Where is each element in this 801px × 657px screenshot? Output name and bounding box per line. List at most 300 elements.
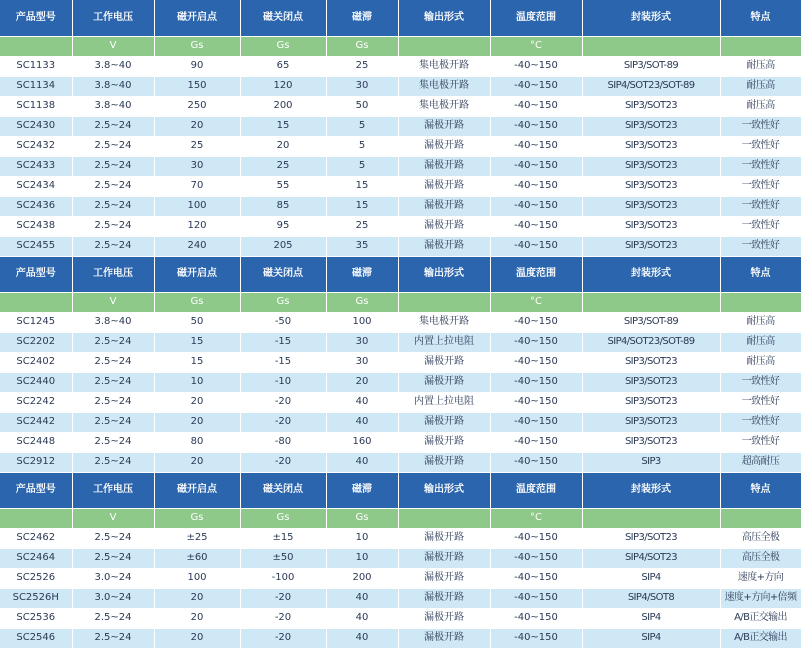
cell-voltage: 2.5~24 [72,452,154,472]
cell-voltage: 2.5~24 [72,528,154,548]
table-row [0,176,801,196]
unit-cell-operate-point: Gs [154,292,240,312]
unit-cell-model [0,508,72,528]
cell-feature: 耐压高 [720,332,801,352]
cell-operate-point: 120 [154,216,240,236]
cell-hysteresis: 15 [326,176,398,196]
unit-cell-package [582,508,720,528]
cell-operate-point: 25 [154,136,240,156]
table-row [0,96,801,116]
table-row [0,412,801,432]
cell-feature: 一致性好 [720,176,801,196]
cell-feature: 耐压高 [720,312,801,332]
cell-operate-point: 15 [154,332,240,352]
cell-temp-range: -40~150 [490,372,582,392]
cell-operate-point: 20 [154,608,240,628]
column-header-voltage: 工作电压 [72,0,154,36]
table-row [0,372,801,392]
cell-feature: 速度+方向 [720,568,801,588]
column-header-voltage: 工作电压 [72,472,154,508]
cell-release-point: -80 [240,432,326,452]
cell-temp-range: -40~150 [490,352,582,372]
cell-voltage: 2.5~24 [72,352,154,372]
cell-hysteresis: 10 [326,528,398,548]
cell-model: SC2242 [0,392,72,412]
cell-temp-range: -40~150 [490,568,582,588]
cell-package: SIP3/SOT23 [582,528,720,548]
cell-hysteresis: 40 [326,412,398,432]
header-row [0,472,801,508]
cell-hysteresis: 30 [326,76,398,96]
cell-feature: 一致性好 [720,136,801,156]
cell-feature: 一致性好 [720,196,801,216]
cell-temp-range: -40~150 [490,332,582,352]
unit-cell-feature [720,508,801,528]
table-row [0,588,801,608]
cell-temp-range: -40~150 [490,312,582,332]
cell-package: SIP4 [582,608,720,628]
cell-hysteresis: 200 [326,568,398,588]
cell-model: SC2455 [0,236,72,256]
column-header-hysteresis: 磁滞 [326,0,398,36]
unit-cell-model [0,292,72,312]
cell-operate-point: 20 [154,392,240,412]
cell-voltage: 2.5~24 [72,608,154,628]
cell-model: SC2440 [0,372,72,392]
cell-output-type: 集电极开路 [398,96,490,116]
cell-hysteresis: 5 [326,156,398,176]
column-header-package: 封装形式 [582,0,720,36]
cell-release-point: -20 [240,608,326,628]
cell-hysteresis: 10 [326,548,398,568]
cell-voltage: 3.0~24 [72,568,154,588]
unit-cell-release-point: Gs [240,292,326,312]
cell-operate-point: 50 [154,312,240,332]
cell-release-point: 200 [240,96,326,116]
unit-cell-hysteresis: Gs [326,508,398,528]
cell-operate-point: 30 [154,156,240,176]
cell-release-point: 120 [240,76,326,96]
cell-release-point: -15 [240,332,326,352]
cell-feature: 一致性好 [720,216,801,236]
column-header-model: 产品型号 [0,472,72,508]
cell-model: SC2526H [0,588,72,608]
cell-package: SIP3/SOT23 [582,236,720,256]
cell-operate-point: 150 [154,76,240,96]
cell-output-type: 漏极开路 [398,412,490,432]
cell-temp-range: -40~150 [490,452,582,472]
cell-hysteresis: 40 [326,392,398,412]
cell-release-point: -10 [240,372,326,392]
cell-hysteresis: 30 [326,332,398,352]
cell-operate-point: 20 [154,588,240,608]
cell-package: SIP3/SOT23 [582,216,720,236]
table-row [0,312,801,332]
cell-temp-range: -40~150 [490,176,582,196]
table-row [0,196,801,216]
cell-hysteresis: 5 [326,116,398,136]
cell-release-point: 55 [240,176,326,196]
cell-voltage: 2.5~24 [72,432,154,452]
cell-output-type: 集电极开路 [398,312,490,332]
unit-row [0,36,801,56]
cell-release-point: 65 [240,56,326,76]
cell-voltage: 2.5~24 [72,176,154,196]
unit-cell-voltage: V [72,508,154,528]
cell-voltage: 3.8~40 [72,76,154,96]
cell-feature: 高压全极 [720,528,801,548]
cell-temp-range: -40~150 [490,116,582,136]
unit-cell-voltage: V [72,292,154,312]
cell-package: SIP3 [582,452,720,472]
cell-model: SC2912 [0,452,72,472]
column-header-operate-point: 磁开启点 [154,0,240,36]
column-header-output-type: 输出形式 [398,472,490,508]
cell-hysteresis: 15 [326,196,398,216]
cell-feature: 一致性好 [720,412,801,432]
cell-release-point: -20 [240,588,326,608]
cell-release-point: -20 [240,412,326,432]
column-header-output-type: 输出形式 [398,0,490,36]
cell-hysteresis: 40 [326,452,398,472]
unit-cell-package [582,292,720,312]
table-row [0,332,801,352]
cell-voltage: 2.5~24 [72,392,154,412]
cell-hysteresis: 40 [326,608,398,628]
cell-temp-range: -40~150 [490,56,582,76]
header-row [0,0,801,36]
unit-row [0,292,801,312]
cell-package: SIP3/SOT-89 [582,312,720,332]
cell-package: SIP3/SOT23 [582,392,720,412]
cell-temp-range: -40~150 [490,628,582,648]
cell-output-type: 漏极开路 [398,588,490,608]
table-row [0,116,801,136]
cell-model: SC2432 [0,136,72,156]
cell-package: SIP4/SOT23 [582,548,720,568]
cell-hysteresis: 25 [326,56,398,76]
cell-feature: 超高耐压 [720,452,801,472]
unit-cell-hysteresis: Gs [326,36,398,56]
table-row [0,432,801,452]
cell-feature: 耐压高 [720,352,801,372]
unit-cell-temp-range: °C [490,36,582,56]
column-header-hysteresis: 磁滞 [326,256,398,292]
cell-release-point: -50 [240,312,326,332]
cell-output-type: 漏极开路 [398,372,490,392]
cell-output-type: 漏极开路 [398,528,490,548]
unit-row [0,508,801,528]
cell-output-type: 集电极开路 [398,76,490,96]
cell-feature: 一致性好 [720,236,801,256]
column-header-temp-range: 温度范围 [490,472,582,508]
cell-output-type: 漏极开路 [398,548,490,568]
cell-feature: 高压全极 [720,548,801,568]
cell-package: SIP3/SOT-89 [582,56,720,76]
cell-package: SIP3/SOT23 [582,372,720,392]
table-row [0,56,801,76]
cell-voltage: 2.5~24 [72,372,154,392]
cell-package: SIP3/SOT23 [582,116,720,136]
cell-operate-point: 70 [154,176,240,196]
cell-output-type: 漏极开路 [398,216,490,236]
column-header-operate-point: 磁开启点 [154,256,240,292]
cell-hysteresis: 5 [326,136,398,156]
cell-voltage: 2.5~24 [72,628,154,648]
cell-hysteresis: 25 [326,216,398,236]
cell-output-type: 漏极开路 [398,136,490,156]
cell-model: SC2434 [0,176,72,196]
cell-output-type: 内置上拉电阻 [398,332,490,352]
column-header-temp-range: 温度范围 [490,0,582,36]
cell-output-type: 内置上拉电阻 [398,392,490,412]
cell-operate-point: 240 [154,236,240,256]
column-header-release-point: 磁关闭点 [240,472,326,508]
cell-model: SC1134 [0,76,72,96]
cell-feature: 耐压高 [720,96,801,116]
unit-cell-release-point: Gs [240,508,326,528]
cell-operate-point: 90 [154,56,240,76]
table-row [0,352,801,372]
cell-hysteresis: 160 [326,432,398,452]
table-row [0,568,801,588]
unit-cell-operate-point: Gs [154,508,240,528]
unit-cell-feature [720,292,801,312]
cell-package: SIP3/SOT23 [582,156,720,176]
cell-package: SIP3/SOT23 [582,136,720,156]
cell-model: SC2402 [0,352,72,372]
cell-temp-range: -40~150 [490,548,582,568]
cell-feature: 耐压高 [720,76,801,96]
cell-temp-range: -40~150 [490,156,582,176]
cell-feature: 速度+方向+倍频 [720,588,801,608]
cell-temp-range: -40~150 [490,392,582,412]
cell-output-type: 漏极开路 [398,568,490,588]
cell-release-point: -15 [240,352,326,372]
cell-voltage: 2.5~24 [72,548,154,568]
cell-package: SIP4/SOT8 [582,588,720,608]
table-row [0,528,801,548]
cell-release-point: -20 [240,392,326,412]
cell-feature: A/B正交输出 [720,608,801,628]
cell-operate-point: 80 [154,432,240,452]
column-header-package: 封装形式 [582,256,720,292]
cell-package: SIP3/SOT23 [582,176,720,196]
table-row [0,608,801,628]
cell-release-point: 205 [240,236,326,256]
cell-package: SIP4/SOT23/SOT-89 [582,76,720,96]
column-header-operate-point: 磁开启点 [154,472,240,508]
cell-output-type: 漏极开路 [398,352,490,372]
cell-voltage: 2.5~24 [72,332,154,352]
cell-temp-range: -40~150 [490,588,582,608]
column-header-feature: 特点 [720,256,801,292]
cell-hysteresis: 40 [326,628,398,648]
cell-temp-range: -40~150 [490,196,582,216]
cell-package: SIP3/SOT23 [582,96,720,116]
cell-feature: 一致性好 [720,372,801,392]
column-header-model: 产品型号 [0,256,72,292]
cell-model: SC1133 [0,56,72,76]
cell-package: SIP4/SOT23/SOT-89 [582,332,720,352]
cell-output-type: 漏极开路 [398,452,490,472]
unit-cell-operate-point: Gs [154,36,240,56]
cell-model: SC2433 [0,156,72,176]
column-header-temp-range: 温度范围 [490,256,582,292]
unit-cell-release-point: Gs [240,36,326,56]
cell-hysteresis: 40 [326,588,398,608]
column-header-package: 封装形式 [582,472,720,508]
cell-voltage: 3.8~40 [72,56,154,76]
cell-release-point: 20 [240,136,326,156]
cell-model: SC2526 [0,568,72,588]
cell-package: SIP3/SOT23 [582,196,720,216]
cell-feature: 耐压高 [720,56,801,76]
cell-voltage: 2.5~24 [72,196,154,216]
cell-operate-point: 20 [154,628,240,648]
cell-output-type: 漏极开路 [398,116,490,136]
column-header-voltage: 工作电压 [72,256,154,292]
cell-package: SIP3/SOT23 [582,412,720,432]
cell-model: SC2462 [0,528,72,548]
cell-temp-range: -40~150 [490,432,582,452]
cell-temp-range: -40~150 [490,608,582,628]
table-row [0,548,801,568]
table-row [0,236,801,256]
cell-feature: 一致性好 [720,432,801,452]
cell-output-type: 漏极开路 [398,176,490,196]
cell-release-point: -100 [240,568,326,588]
cell-voltage: 2.5~24 [72,216,154,236]
table-row [0,76,801,96]
cell-voltage: 2.5~24 [72,236,154,256]
cell-model: SC2436 [0,196,72,216]
column-header-hysteresis: 磁滞 [326,472,398,508]
unit-cell-voltage: V [72,36,154,56]
cell-voltage: 2.5~24 [72,156,154,176]
cell-voltage: 3.8~40 [72,312,154,332]
cell-release-point: 25 [240,156,326,176]
cell-operate-point: 20 [154,412,240,432]
table-row [0,156,801,176]
cell-operate-point: ±25 [154,528,240,548]
table-row [0,216,801,236]
cell-hysteresis: 50 [326,96,398,116]
cell-operate-point: 20 [154,116,240,136]
unit-cell-output-type [398,292,490,312]
table-row [0,136,801,156]
cell-hysteresis: 20 [326,372,398,392]
unit-cell-model [0,36,72,56]
cell-temp-range: -40~150 [490,96,582,116]
cell-output-type: 漏极开路 [398,236,490,256]
unit-cell-output-type [398,508,490,528]
table-row [0,452,801,472]
cell-output-type: 漏极开路 [398,156,490,176]
column-header-output-type: 输出形式 [398,256,490,292]
cell-operate-point: 20 [154,452,240,472]
cell-temp-range: -40~150 [490,76,582,96]
cell-output-type: 漏极开路 [398,432,490,452]
cell-model: SC2202 [0,332,72,352]
cell-hysteresis: 100 [326,312,398,332]
cell-model: SC1245 [0,312,72,332]
cell-temp-range: -40~150 [490,528,582,548]
cell-release-point: -20 [240,628,326,648]
cell-operate-point: 250 [154,96,240,116]
cell-feature: 一致性好 [720,116,801,136]
cell-output-type: 集电极开路 [398,56,490,76]
cell-model: SC2536 [0,608,72,628]
cell-feature: 一致性好 [720,392,801,412]
cell-release-point: 95 [240,216,326,236]
column-header-feature: 特点 [720,0,801,36]
unit-cell-temp-range: °C [490,508,582,528]
cell-temp-range: -40~150 [490,236,582,256]
cell-output-type: 漏极开路 [398,608,490,628]
table-row [0,628,801,648]
cell-hysteresis: 35 [326,236,398,256]
cell-temp-range: -40~150 [490,136,582,156]
cell-voltage: 3.0~24 [72,588,154,608]
cell-operate-point: 100 [154,196,240,216]
cell-model: SC2442 [0,412,72,432]
table-row [0,392,801,412]
cell-voltage: 3.8~40 [72,96,154,116]
cell-model: SC2430 [0,116,72,136]
cell-model: SC1138 [0,96,72,116]
cell-operate-point: 100 [154,568,240,588]
unit-cell-output-type [398,36,490,56]
cell-model: SC2464 [0,548,72,568]
cell-model: SC2448 [0,432,72,452]
cell-feature: 一致性好 [720,156,801,176]
cell-release-point: ±15 [240,528,326,548]
unit-cell-hysteresis: Gs [326,292,398,312]
column-header-release-point: 磁关闭点 [240,256,326,292]
cell-voltage: 2.5~24 [72,116,154,136]
cell-package: SIP4 [582,568,720,588]
cell-temp-range: -40~150 [490,412,582,432]
cell-operate-point: 15 [154,352,240,372]
unit-cell-temp-range: °C [490,292,582,312]
header-row [0,256,801,292]
cell-output-type: 漏极开路 [398,628,490,648]
cell-model: SC2546 [0,628,72,648]
cell-model: SC2438 [0,216,72,236]
cell-package: SIP3/SOT23 [582,432,720,452]
column-header-feature: 特点 [720,472,801,508]
cell-output-type: 漏极开路 [398,196,490,216]
cell-release-point: 15 [240,116,326,136]
cell-operate-point: 10 [154,372,240,392]
cell-package: SIP4 [582,628,720,648]
column-header-release-point: 磁关闭点 [240,0,326,36]
column-header-model: 产品型号 [0,0,72,36]
unit-cell-feature [720,36,801,56]
unit-cell-package [582,36,720,56]
cell-operate-point: ±60 [154,548,240,568]
cell-release-point: -20 [240,452,326,472]
cell-voltage: 2.5~24 [72,136,154,156]
cell-release-point: ±50 [240,548,326,568]
cell-package: SIP3/SOT23 [582,352,720,372]
cell-hysteresis: 30 [326,352,398,372]
cell-temp-range: -40~150 [490,216,582,236]
cell-feature: A/B正交输出 [720,628,801,648]
cell-release-point: 85 [240,196,326,216]
cell-voltage: 2.5~24 [72,412,154,432]
